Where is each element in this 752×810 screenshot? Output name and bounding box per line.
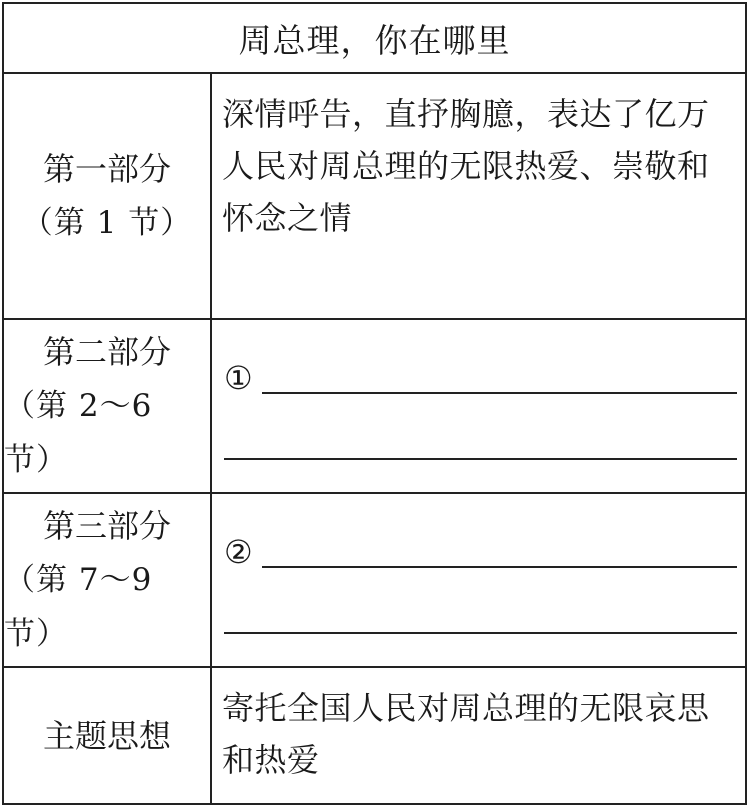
summary-table xyxy=(2,2,747,805)
theme-content-cell xyxy=(212,668,745,803)
answer-blank-line[interactable] xyxy=(224,632,737,634)
answer-marker-1: ① xyxy=(224,359,253,397)
answer-blank-line[interactable] xyxy=(224,458,737,460)
theme-text: 寄托全国人民对周总理的无限哀思和热爱 xyxy=(222,689,710,779)
table-row-part-2 xyxy=(4,320,745,494)
theme-label-cell xyxy=(4,668,212,803)
answer-blank-line[interactable] xyxy=(262,392,737,394)
part-label-cell xyxy=(4,320,212,492)
part-label-cell xyxy=(4,74,212,318)
part-name: 第二部分 xyxy=(42,333,171,371)
table-row-part-3 xyxy=(4,494,745,668)
table-title: 周总理，你在哪里 xyxy=(4,4,745,74)
answer-blank-line[interactable] xyxy=(262,566,737,568)
table-row-theme xyxy=(4,668,745,803)
theme-label: 主题思想 xyxy=(42,716,171,755)
section-range: （第 7～9 节） xyxy=(4,562,153,652)
section-range: （第 2～6 节） xyxy=(4,388,153,478)
part-name: 第三部分 xyxy=(42,507,171,545)
content-text: 深情呼告，直抒胸臆，表达了亿万人民对周总理的无限热爱、崇敬和怀念之情 xyxy=(222,95,710,237)
part-label-cell xyxy=(4,494,212,666)
table-row-part-1 xyxy=(4,74,745,320)
section-range: （第 1 节） xyxy=(21,205,193,241)
content-cell xyxy=(212,74,745,318)
answer-marker-2: ② xyxy=(224,533,253,571)
part-name: 第一部分 xyxy=(42,150,171,188)
